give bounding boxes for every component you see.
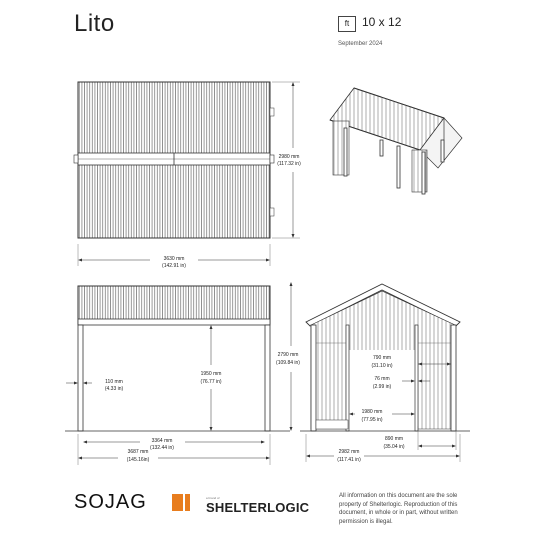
sojag-logo: SOJAG <box>74 491 147 513</box>
top-depth-label: 2980 mm <box>278 154 300 160</box>
end-total-label: 2982 mm <box>338 449 360 455</box>
total-height-label: 2790 mm <box>277 352 299 358</box>
opening-width-label-in: (77.95 in) <box>361 417 383 423</box>
isometric-view <box>330 88 462 194</box>
side-panel-label-in: (35.04 in) <box>383 444 405 450</box>
partner-tagline: a brand of <box>206 496 220 500</box>
side-elevation <box>65 286 290 431</box>
top-depth-dimension <box>272 82 300 238</box>
post-height-label-in: (76.77 in) <box>200 379 222 385</box>
post-height-label: 1950 mm <box>200 371 222 377</box>
sojag-logo-mark-icon <box>172 494 190 511</box>
overhang-label-in: (4.33 in) <box>104 386 124 392</box>
side-panel-label: 890 mm <box>384 436 404 442</box>
unit-icon-label: ft <box>344 19 350 28</box>
total-height-label-in: (109.84 in) <box>276 360 300 366</box>
end-total-label-in: (117.41 in) <box>337 457 361 463</box>
top-width-label: 3630 mm <box>163 256 185 262</box>
post-height-dimension <box>210 325 213 431</box>
overall-length-label-in: (145.16in) <box>126 457 150 463</box>
end-width-a-label-in: (31.10 in) <box>371 363 393 369</box>
product-size: 10 x 12 <box>362 15 402 29</box>
top-depth-label-in: (117.32 in) <box>277 161 301 167</box>
overall-length-label: 3687 mm <box>127 449 149 455</box>
end-width-b-label: 76 mm <box>374 376 390 382</box>
document-date: September 2024 <box>338 41 383 47</box>
sojag-logo-mark-bar <box>185 494 190 511</box>
post-spacing-dimension <box>83 441 265 444</box>
overhang-label: 110 mm <box>105 379 123 385</box>
opening-width-label: 1980 mm <box>361 409 383 415</box>
shelterlogic-logo: SHELTERLOGIC <box>206 500 310 515</box>
post-spacing-label-in: (132.44 in) <box>150 445 174 451</box>
end-width-a-label: 790 mm <box>372 355 392 361</box>
legal-notice: All information on this document are the sole property of Shelterlogic. Reproduction of this document, in whole or in part, without written permission is illegal. <box>339 493 458 525</box>
top-view-roof <box>74 82 274 238</box>
side-panel-dimension <box>418 426 456 450</box>
top-width-label-in: (142.91 in) <box>162 263 186 269</box>
end-width-b-label-in: (2.99 in) <box>372 384 392 390</box>
sojag-logo-mark-block <box>172 494 183 511</box>
post-spacing-label: 3364 mm <box>151 438 173 444</box>
overall-length-dimension <box>78 434 270 465</box>
product-title: Lito <box>74 10 115 37</box>
